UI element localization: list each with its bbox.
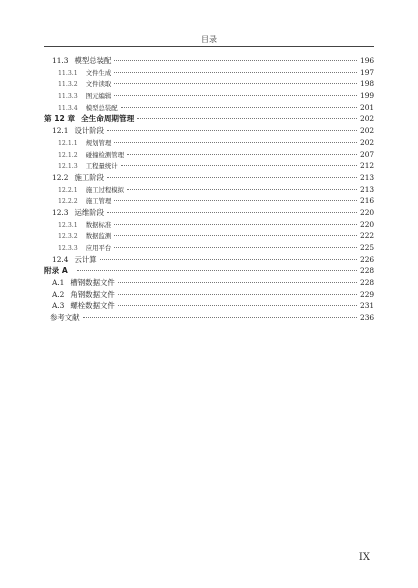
dot-leader (121, 164, 357, 166)
header-rule (44, 46, 374, 47)
toc-entry[interactable] (44, 312, 374, 324)
toc-entry-number: 12.2.2 (58, 198, 78, 206)
dot-leader (114, 246, 357, 248)
toc-entry[interactable] (44, 102, 374, 114)
running-header: 目录 (201, 35, 217, 44)
toc-entry-page: 228 (360, 266, 375, 276)
toc-entry[interactable] (44, 300, 374, 312)
toc-entry[interactable] (44, 219, 374, 231)
table-of-contents (44, 55, 374, 324)
toc-entry-page: 213 (360, 172, 375, 182)
toc-entry-page: 212 (360, 161, 375, 171)
toc-entry-page: 216 (360, 196, 375, 206)
toc-entry-title: 螺栓数据文件 (70, 301, 115, 311)
dot-leader (118, 304, 357, 306)
dot-leader (114, 82, 357, 84)
dot-leader (127, 188, 357, 190)
toc-entry-page: 220 (360, 219, 375, 229)
toc-entry-page: 202 (360, 114, 375, 124)
dot-leader (114, 223, 357, 225)
dot-leader (77, 269, 357, 271)
toc-entry-title: 图元编辑 (85, 92, 112, 101)
toc-entry[interactable] (44, 242, 374, 254)
toc-entry-number: 11.3 (52, 56, 69, 65)
toc-entry-title: 数据标准 (85, 220, 112, 229)
toc-entry-page: 220 (360, 207, 375, 217)
toc-entry[interactable] (44, 172, 374, 184)
toc-entry-title: 参考文献 (50, 313, 80, 323)
toc-entry-number: 12.1.3 (58, 163, 78, 171)
toc-entry-number: 12.2.1 (58, 186, 78, 194)
dot-leader (107, 211, 357, 213)
dot-leader (114, 234, 357, 236)
toc-entry-page: 199 (360, 91, 375, 101)
toc-entry-title: 模型总装配 (85, 103, 118, 112)
toc-entry-page: 228 (360, 278, 375, 288)
toc-entry-title: 槽钢数据文件 (70, 278, 115, 288)
toc-entry-title: 文件读取 (85, 80, 112, 89)
dot-leader (114, 141, 357, 143)
toc-entry[interactable] (44, 90, 374, 102)
toc-entry-page: 202 (360, 126, 375, 136)
toc-entry-number: 12.3.3 (58, 245, 78, 252)
toc-entry[interactable] (44, 113, 374, 125)
dot-leader (107, 129, 357, 131)
toc-entry-number: 12.2 (52, 172, 69, 182)
toc-entry-title: 云计算 (74, 254, 97, 264)
toc-entry-title: 模型总装配 (74, 56, 112, 65)
toc-entry-title: 设计阶段 (74, 126, 105, 136)
toc-entry[interactable] (44, 289, 374, 301)
toc-entry-page: 225 (360, 243, 375, 252)
toc-entry[interactable] (44, 254, 374, 266)
toc-entry-title: 运维阶段 (74, 207, 105, 217)
toc-entry-title: 角钢数据文件 (70, 289, 115, 299)
dot-leader (83, 316, 357, 318)
dot-leader (137, 117, 357, 119)
toc-entry-number: 12.1.1 (58, 139, 78, 147)
dot-leader (127, 153, 357, 155)
toc-entry-title: 施工管理 (85, 197, 112, 206)
toc-entry-number: A.3 (52, 301, 65, 311)
toc-entry-title: 文件生成 (85, 68, 112, 77)
toc-entry[interactable] (44, 67, 374, 79)
toc-entry-title: 全生命周期管理 (81, 114, 135, 124)
toc-entry-title: 数据监测 (85, 232, 112, 241)
page-number: IX (358, 552, 370, 563)
toc-entry-page: 236 (360, 313, 375, 323)
toc-entry-number: 12.4 (52, 254, 69, 264)
toc-entry-number: 第 12 章 (44, 114, 76, 124)
dot-leader (114, 199, 357, 201)
toc-entry-page: 201 (360, 102, 375, 112)
toc-entry[interactable] (44, 55, 374, 67)
dot-leader (118, 281, 357, 283)
toc-entry-number: A.1 (52, 278, 65, 288)
dot-leader (118, 293, 357, 295)
dot-leader (107, 176, 357, 178)
toc-entry[interactable] (44, 137, 374, 149)
toc-entry-page: 226 (360, 254, 375, 264)
toc-entry[interactable] (44, 277, 374, 289)
toc-entry-title: 工程量统计 (85, 162, 118, 171)
toc-entry-page: 229 (360, 289, 375, 299)
toc-entry[interactable] (44, 195, 374, 207)
toc-entry[interactable] (44, 184, 374, 196)
toc-entry-page: 207 (360, 149, 375, 159)
toc-entry-title: 规划管理 (85, 138, 112, 147)
toc-entry-number: 11.3.3 (58, 93, 78, 101)
dot-leader (114, 71, 357, 73)
toc-entry-page: 213 (360, 184, 375, 194)
toc-entry-page: 231 (360, 301, 375, 311)
toc-entry-page: 197 (360, 67, 375, 77)
toc-entry-number: 11.3.1 (58, 69, 78, 77)
toc-entry-page: 196 (360, 56, 375, 65)
toc-entry-number: 附录 A (44, 266, 68, 276)
dot-leader (114, 94, 357, 96)
toc-entry-number: 11.3.4 (58, 104, 78, 112)
toc-entry-title: 应用平台 (85, 244, 112, 252)
toc-entry-title: 施工阶段 (74, 172, 105, 182)
toc-entry-page: 202 (360, 137, 375, 147)
toc-entry[interactable] (44, 160, 374, 172)
toc-entry-title: 施工过程模拟 (85, 185, 125, 194)
toc-entry-number: 12.1.2 (58, 151, 78, 159)
toc-entry-title: 碰撞检测管理 (85, 150, 125, 159)
dot-leader (114, 59, 357, 61)
toc-entry-page: 222 (360, 231, 375, 241)
toc-entry[interactable] (44, 230, 374, 242)
toc-entry[interactable] (44, 265, 374, 277)
toc-entry-number: A.2 (52, 289, 65, 299)
toc-entry-number: 12.3 (52, 207, 69, 217)
toc-entry-number: 12.3.2 (58, 233, 78, 241)
toc-entry-page: 198 (360, 79, 375, 89)
dot-leader (100, 258, 357, 260)
toc-entry[interactable] (44, 149, 374, 161)
toc-entry[interactable] (44, 207, 374, 219)
toc-entry[interactable] (44, 78, 374, 90)
toc-entry-number: 11.3.2 (58, 81, 78, 89)
dot-leader (121, 106, 357, 108)
toc-entry-number: 12.3.1 (58, 221, 78, 229)
toc-entry-number: 12.1 (52, 126, 69, 136)
toc-entry[interactable] (44, 125, 374, 137)
